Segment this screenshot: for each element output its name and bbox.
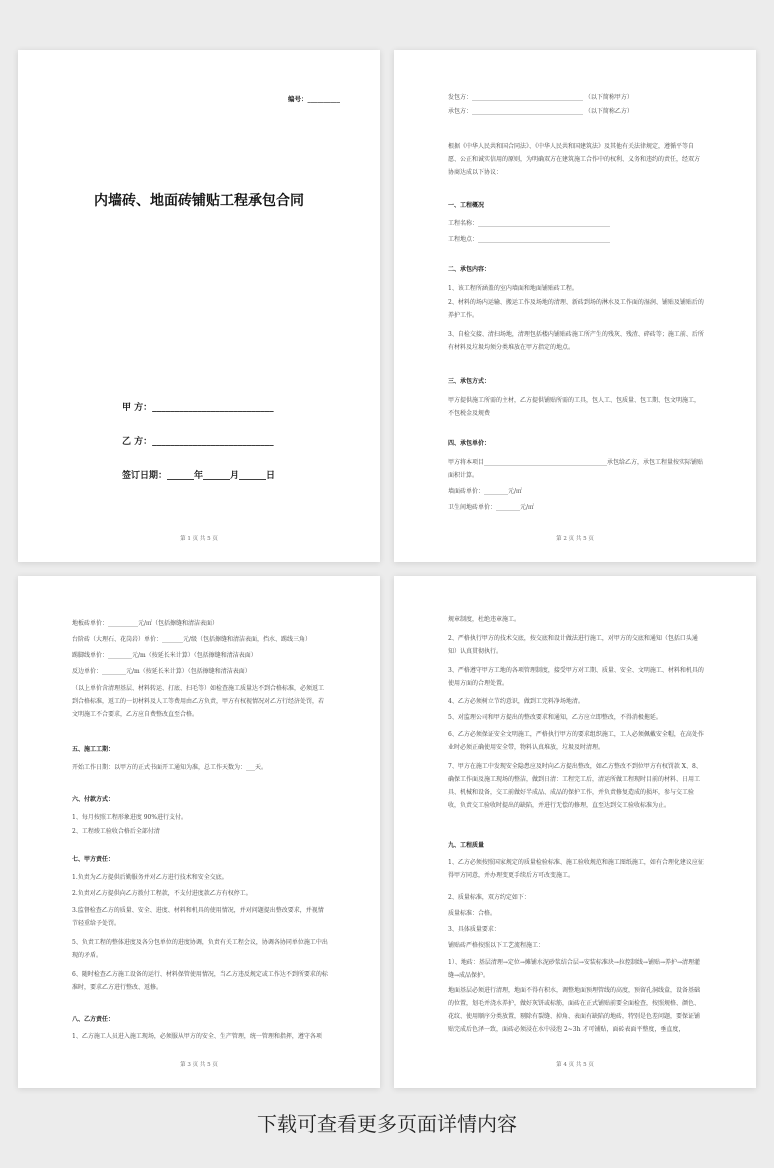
clause-paragraph: 质量标准：合格。 [448, 910, 497, 917]
clause-paragraph: 2、材料的场内运输、搬运工作及场地的清理、新砖到场的淋水及工作面的湿润、铺贴及铺贴后的养护工作。 [448, 299, 704, 319]
section-heading: 七、甲方责任： [72, 856, 115, 863]
section-heading: 六、付款方式： [72, 796, 115, 803]
clause-paragraph: 5、负责工程的整体进度及各分包单位的进度协调，负责有关工程会议，协调各协同单位施工中出现的矛盾。 [72, 939, 328, 959]
page-footer: 第 3 页 共 5 页 [180, 1062, 218, 1068]
sign-date-line: 签订日期：______年______月______日 [122, 471, 276, 481]
project-location-line: 工程地点：____________________________________________ [448, 236, 611, 243]
clause-paragraph: 4、乙方必须树立节约意识，做到工完料净场地清。 [448, 698, 584, 705]
clause-paragraph: 2、质量标准，双方约定如下： [448, 894, 530, 901]
clause-paragraph: 2.负责对乙方提供向乙方拨付工程款，不支付进度款乙方有权停工。 [72, 890, 252, 897]
price-line: 台阶砖（大理石、花岗岩）单价：_______元/级（包括擦缝和清洁表面，挡水、踢线三角） [72, 636, 312, 643]
clause-paragraph: 1）、地砖：基层清理→定位→摊铺水泥砂浆结合层→安装标准块→拉控制线→铺贴→养护→清理灌缝→成品保护。 [448, 959, 701, 979]
clause-paragraph: （以上单价含清理基层、材料转运、打底、扫毛等）如检查施工质量达不到合格标准，必须返工到合格标准，返工的一切材料及人工等费用由乙方负责，甲方有权视情况对乙方行经济处罚，若文明施工不合要求，乙方应自费整改直至合格。 [72, 685, 325, 718]
page-footer: 第 1 页 共 5 页 [180, 536, 218, 542]
section-heading: 五、施工工期： [72, 746, 115, 753]
party-b-line: 乙 方：___________________________ [122, 437, 274, 447]
clause-paragraph: 6、随时检查乙方施工设备的运行、材料保管使用情况，当乙方违反规定或工作达不到所要求的标准时，要求乙方进行整改、返修。 [72, 971, 328, 991]
clause-paragraph: 2、工程竣工验收合格后全部付清 [72, 828, 160, 835]
clause-paragraph: 铺贴砖严格按照以下工艺流程施工： [448, 942, 545, 949]
preamble-paragraph: 根据《中华人民共和国合同法》、《中华人民共和国建筑法》及其他有关法律规定，遵循平等自愿、公正和诚实信用的原则，为明确双方在建筑施工合作中的权利、义务和违约的责任，经双方协商达成以下协议： [448, 143, 701, 176]
clause-paragraph: 2、严格执行甲方的技术交底，按交底和设计做法进行施工，对甲方的交底和通知（包括口头通知）认真贯彻执行。 [448, 635, 698, 655]
clause-paragraph: 1、该工程所涵盖的室内墙面和地面铺贴砖工程。 [448, 285, 578, 292]
price-line: 踢脚线单价：________元/m（按延长米计算）（包括擦缝和清洁表面） [72, 652, 257, 659]
clause-paragraph: 规章制度，杜绝违章施工。 [448, 616, 521, 623]
clause-paragraph: 开始工作日期：以甲方的正式书面开工通知为准，总工作天数为：___天。 [72, 764, 268, 771]
price-line: 地板砖单价：__________元/㎡（包括擦缝和清洁表面） [72, 620, 219, 627]
project-name-line: 工程名称：____________________________________________ [448, 220, 611, 227]
section-heading: 九、工程质量 [448, 842, 485, 849]
clause-paragraph: 3、严格遵守甲方工地的各项管理制度，接受甲方对工期、质量、安全、文明施工、材料和机具的使用方面的合理处置。 [448, 667, 704, 687]
contract-page-4 [394, 576, 756, 1088]
clause-paragraph: 5、对监理公司和甲方提出的整改要求和通知，乙方应立即整改，不得消极拖延。 [448, 714, 662, 721]
page-footer: 第 2 页 共 5 页 [556, 536, 594, 542]
section-heading: 一、工程概况 [448, 202, 485, 209]
contract-number-label: 编号：__________ [288, 95, 340, 103]
clause-paragraph: 甲方将本项目_________________________________________承包给乙方，承包工程量按实际铺贴面积计算。 [448, 459, 704, 479]
employer-line: 发包方：_____________________________________ （以下简称甲方） [448, 94, 633, 101]
section-heading: 二、承包内容： [448, 266, 491, 273]
price-line: 墙面砖单价：________元/㎡ [448, 488, 523, 495]
page-footer: 第 4 页 共 5 页 [556, 1062, 594, 1068]
contract-page-3 [18, 576, 380, 1088]
clause-paragraph: 1、乙方必须按照国家规定的质量检验标准、施工验收规范和施工图纸施工，如有合理化建议应征得甲方同意，并办理变更手续后方可改变施工。 [448, 859, 704, 879]
download-more-caption: 下载可查看更多页面详情内容 [257, 1112, 517, 1136]
clause-paragraph: 地面基层必须进行清理，地面不得有积水，调整地面预埋管线的高度，预留孔洞线盒，设备基础的位置，划毛并浇水养护，做好灰饼或标筋，面砖在正式铺贴前要全面检查，按照规格、颜色、花纹、使用顺序分类放置，剔除有裂缝、掉角、表面有缺陷的地砖，特别是色差问题，要保证铺贴完成后色泽一致，面砖必须浸在水中浸泡 2~3h 才可铺贴，面砖表面平整度，垂直度， [448, 987, 701, 1033]
clause-paragraph: 1、每月按照工程形象进度 90%进行支付。 [72, 814, 188, 821]
clause-paragraph: 6、乙方必须保证安全文明施工，严格执行甲方的要求组织施工，工人必须佩戴安全帽，在高处作业时必须正确使用安全带，物料认真堆放，垃圾及时清理。 [448, 731, 704, 751]
section-heading: 四、承包单价： [448, 440, 491, 447]
contract-page-2 [394, 50, 756, 562]
party-a-line: 甲 方：___________________________ [122, 403, 274, 413]
clause-paragraph: 1.负责为乙方提供后勤服务并对乙方进行技术和安全交底。 [72, 874, 228, 881]
clause-paragraph: 3.监督检查乙方的质量、安全、进度、材料和机具的使用情况，并对问题提出整改要求，并视情节轻重给予处罚。 [72, 907, 324, 927]
contract-page-1 [18, 50, 380, 562]
section-heading: 八、乙方责任： [72, 1016, 115, 1023]
clause-paragraph: 1、乙方施工人员进入施工现场，必须服从甲方的安全、生产管理，统一管理和指挥，遵守各项 [72, 1033, 322, 1040]
clause-paragraph: 7、甲方在施工中发现安全隐患应及时向乙方提出整改，如乙方整改不到位甲方有权罚款 X、8、确保工作面及施工现场的整洁，做到日清：工程完工后，清运所做工程现时目前的材料、日用工具、机械和设备，交工前做好半成品、成品的保护工作，并负责修复造成的损坏，参与交工验收，负责交工验收时提出的缺陷，并进行无偿的修理，直至达到交工验收标准为止。 [448, 763, 702, 809]
contract-title: 内墙砖、地面砖铺贴工程承包合同 [94, 193, 304, 209]
contractor-line: 承包方：_____________________________________ （以下简称乙方） [448, 108, 633, 115]
price-line: 卫生间地砖单价：________元/㎡ [448, 504, 535, 511]
clause-paragraph: 甲方提供施工所需的主材，乙方提供铺贴所需的工具，包人工、包质量、包工期、包文明施工，不包税金及规费 [448, 397, 701, 417]
clause-paragraph: 3、自检交接、清扫场地，清理包括楼内铺贴砖施工所产生的残灰、残渣、碎砖等；施工前、后所有材料及垃圾均须分类堆放在甲方指定的地点。 [448, 331, 704, 351]
price-line: 反边单价：________元/m（按延长米计算）（包括擦缝和清洁表面） [72, 668, 251, 675]
clause-paragraph: 3、具体质量要求： [448, 926, 500, 933]
section-heading: 三、承包方式： [448, 378, 491, 385]
